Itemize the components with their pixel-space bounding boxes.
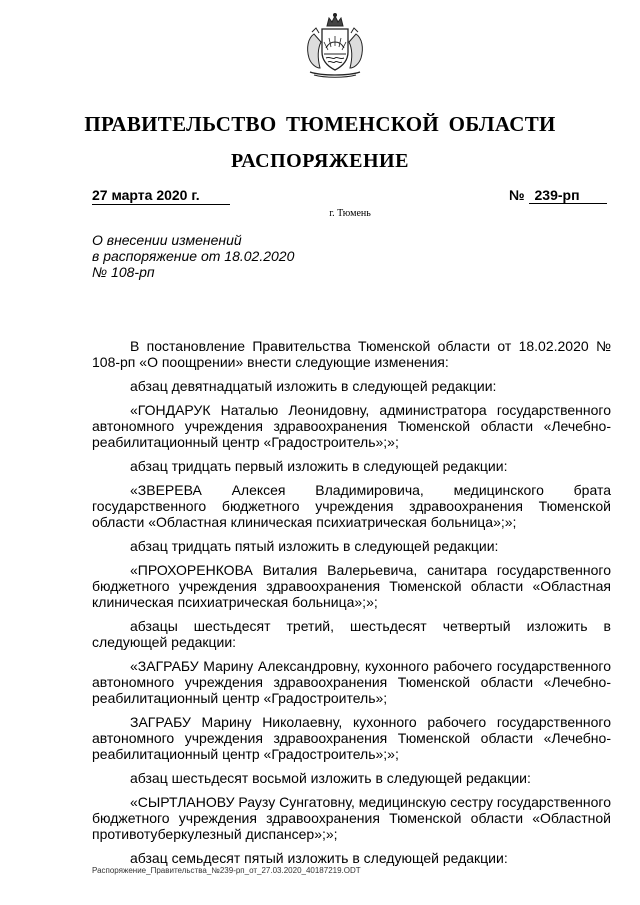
number-sign: № (509, 187, 525, 203)
city: г. Тюмень (329, 208, 371, 219)
subject-line: № 108-рп (92, 264, 155, 280)
body-paragraph: абзац семьдесят пятый изложить в следующей редакции: (130, 850, 508, 866)
body-paragraph: абзац тридцать первый изложить в следующей редакции: (130, 458, 508, 474)
subject-line: О внесении изменений (92, 232, 242, 248)
document-body (92, 338, 611, 874)
document-type: РАСПОРЯЖЕНИЕ (231, 150, 409, 172)
body-paragraph: абзац шестьдесят восьмой изложить в следующей редакции: (130, 770, 531, 786)
body-paragraph: абзац тридцать пятый изложить в следующей редакции: (130, 538, 499, 554)
footer-filename: Распоряжение_Правительства_№239-рп_от_27.03.2020_40187219.ODT (92, 866, 361, 875)
body-paragraph: «ГОНДАРУК Наталью Леонидовну, администратора государственного автономного учреждения здравоохранения Тюменской области «Лечебно-реабилитационный центр «Градостроитель»;»; (92, 402, 611, 450)
body-paragraph: абзац девятнадцатый изложить в следующей редакции: (130, 378, 497, 394)
body-paragraph: «ЗАГРАБУ Марину Александровну, кухонного рабочего государственного автономного учреждения здравоохранения Тюменской области «Лечебно-реабилитационный центр «Градостроитель»; (92, 658, 611, 706)
body-paragraph: абзацы шестьдесят третий, шестьдесят четвертый изложить в следующей редакции: (92, 618, 611, 650)
body-paragraph: В постановление Правительства Тюменской области от 18.02.2020 № 108-рп «О поощрении» внести следующие изменения: (92, 338, 611, 370)
body-paragraph: «ПРОХОРЕНКОВА Виталия Валерьевича, санитара государственного бюджетного учреждения здравоохранения Тюменской области «Областная клиническая психиатрическая больница»;»; (92, 562, 611, 610)
body-paragraph: «СЫРТЛАНОВУ Раузу Сунгатовну, медицинскую сестру государственного бюджетного учреждения здравоохранения Тюменской области «Областной противотуберкулезный диспансер»;»; (92, 794, 612, 842)
body-paragraph: «ЗВЕРЕВА Алексея Владимировича, медицинского брата государственного бюджетного учреждения здравоохранения Тюменской области «Областная клиническая психиатрическая больница»;»; (92, 482, 611, 530)
tyumen-region-coat-of-arms-icon (300, 12, 370, 80)
subject-line: в распоряжение от 18.02.2020 (92, 248, 295, 264)
body-paragraph: ЗАГРАБУ Марину Николаевну, кухонного рабочего государственного автономного учреждения здравоохранения Тюменской области «Лечебно-реабилитационный центр «Градостроитель»;»; (92, 714, 611, 762)
document-number (509, 187, 607, 204)
government-title: ПРАВИТЕЛЬСТВО ТЮМЕНСКОЙ ОБЛАСТИ (84, 112, 556, 136)
number-value: 239-рп (529, 187, 607, 204)
document-date: 27 марта 2020 г. (92, 187, 230, 205)
document-subject (92, 232, 352, 280)
